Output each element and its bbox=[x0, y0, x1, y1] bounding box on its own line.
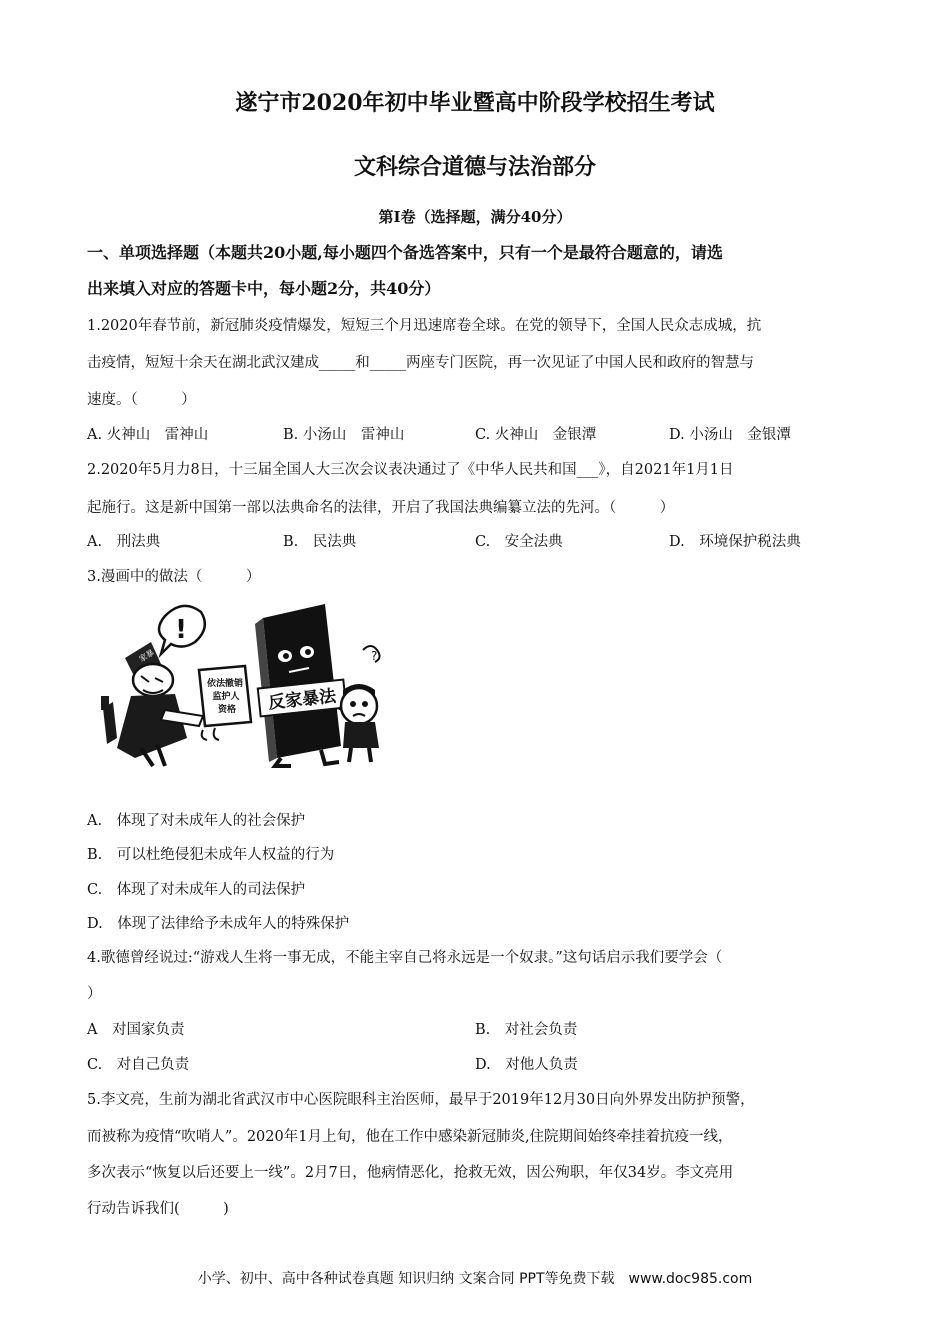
cartoon-illustration bbox=[95, 598, 395, 768]
q4-option-d: D. 对他人负责 bbox=[475, 1057, 578, 1073]
q3-option-d: D. 体现了法律给予未成年人的特殊保护 bbox=[87, 916, 350, 932]
q1-option-b: B. 小汤山 雷神山 bbox=[283, 427, 405, 443]
q5-stem-line3: 多次表示“恢复以后还要上一线”。2月7日，他病情恶化，抢救无效，因公殉职，年仅34岁。李文亮用 bbox=[87, 1165, 734, 1181]
q4-option-a: A 对国家负责 bbox=[87, 1022, 185, 1038]
child-figure bbox=[341, 646, 380, 762]
q3-option-a: A. 体现了对未成年人的社会保护 bbox=[87, 813, 306, 829]
q5-stem-line2: 而被称为疫情“吹哨人”。2020年1月上旬，他在工作中感染新冠肺炎,住院期间始终牵挂着抗疫一线， bbox=[87, 1129, 733, 1145]
revocation-paper bbox=[199, 666, 251, 740]
q4-stem-line1: 4.歌德曾经说过:“游戏人生将一事无成，不能主宰自己将永远是一个奴隶。”这句话启示我们要学会（ bbox=[87, 950, 723, 966]
paper-text-line3: 资格 bbox=[217, 705, 237, 715]
q4-option-c: C. 对自己负责 bbox=[87, 1057, 190, 1073]
q4-option-b: B. 对社会负责 bbox=[475, 1022, 578, 1038]
q2-option-b: B. 民法典 bbox=[283, 534, 357, 550]
paper-text-line2: 监护人 bbox=[212, 692, 240, 702]
law-book-character bbox=[255, 604, 353, 766]
adult-figure bbox=[101, 642, 203, 766]
q4-stem-line2: ） bbox=[87, 986, 102, 1002]
q1-stem-line2: 击疫情，短短十余天在湖北武汉建成_____和_____两座专门医院，再一次见证了中国人民和政府的智慧与 bbox=[87, 355, 754, 371]
q1-stem-line3: 速度。（ ） bbox=[87, 392, 196, 408]
q1-option-d: D. 小汤山 金银潭 bbox=[669, 427, 791, 443]
q1-stem-line1: 1.2020年春节前，新冠肺炎疫情爆发，短短三个月迅速席卷全球。在党的领导下，全国人民众志成城，抗 bbox=[87, 318, 762, 334]
q5-stem-line4: 行动告诉我们( ) bbox=[87, 1201, 229, 1217]
page-footer: 小学、初中、高中各种试卷真题 知识归纳 文案合同 PPT等免费下载 www.doc985.com bbox=[197, 1271, 753, 1287]
exam-subtitle: 文科综合道德与法治部分 bbox=[353, 154, 596, 180]
q1-option-a: A. 火神山 雷神山 bbox=[87, 427, 209, 443]
paper-text-line1: 依法撤销 bbox=[206, 679, 244, 689]
exclaim-mark: ! bbox=[175, 615, 187, 645]
q2-stem-line1: 2.2020年5月力8日，十三届全国人大三次会议表决通过了《中华人民共和国___》，自2021年1月1日 bbox=[87, 462, 734, 478]
exclamation-bubble bbox=[159, 606, 205, 654]
exam-title: 遂宁市2020年初中毕业暨高中阶段学校招生考试 bbox=[235, 90, 715, 116]
part-label: 第Ⅰ卷（选择题，满分40分） bbox=[378, 208, 572, 226]
q2-option-a: A. 刑法典 bbox=[87, 534, 161, 550]
q5-stem-line1: 5.李文亮，生前为湖北省武汉市中心医院眼科主治医师，最早于2019年12月30日向外界发出防护预警， bbox=[87, 1092, 755, 1108]
book-title-text: 反家暴法 bbox=[267, 686, 338, 714]
q3-stem: 3.漫画中的做法（ ） bbox=[87, 569, 261, 585]
section-heading-line2: 出来填入对应的答题卡中，每小题2分，共40分） bbox=[87, 279, 441, 298]
q2-option-c: C. 安全法典 bbox=[475, 534, 563, 550]
q3-option-b: B. 可以杜绝侵犯未成年人权益的行为 bbox=[87, 847, 335, 863]
svg-text:?: ? bbox=[371, 649, 378, 663]
q1-option-c: C. 火神山 金银潭 bbox=[475, 427, 597, 443]
q2-option-d: D. 环境保护税法典 bbox=[669, 534, 801, 550]
adult-tag-text: 家暴 bbox=[137, 647, 156, 664]
q2-stem-line2: 起施行。这是新中国第一部以法典命名的法律，开启了我国法典编纂立法的先河。（ ） bbox=[87, 500, 675, 516]
section-heading-line1: 一、单项选择题（本题共20小题,每小题四个备选答案中，只有一个是最符合题意的，请选 bbox=[87, 243, 723, 262]
q3-option-c: C. 体现了对未成年人的司法保护 bbox=[87, 882, 306, 898]
